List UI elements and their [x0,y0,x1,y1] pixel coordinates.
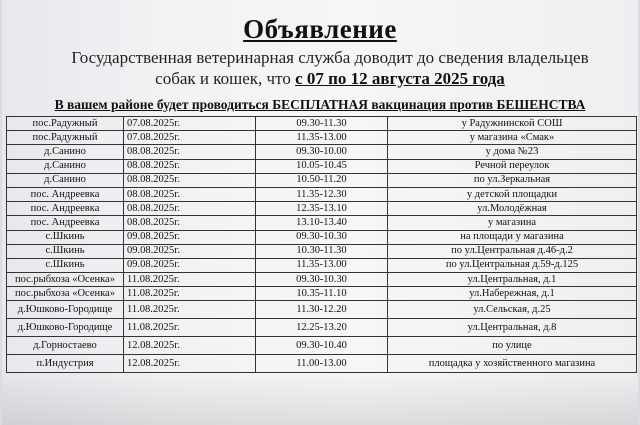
place-cell: д.Санино [7,173,124,187]
address-cell: ул.Молодёжная [388,202,637,216]
address-cell: ул.Набережная, д.1 [388,287,637,301]
address-cell: по ул.Зеркальная [388,173,637,187]
place-cell: с.Шкинь [7,258,124,272]
time-cell: 10.50-11.20 [256,173,388,187]
place-cell: пос.рыбхоза «Осенка» [7,273,124,287]
time-cell: 13.10-13.40 [256,216,388,230]
page-title: Объявление [243,14,397,44]
table-row [7,173,637,187]
table-row [7,337,637,355]
date-cell: 09.08.2025г. [124,258,256,272]
place-cell: д.Юшково-Городище [7,301,124,319]
time-cell: 12.35-13.10 [256,202,388,216]
intro-text: Государственная ветеринарная служба доводит до сведения владельцев собак и кошек, что [71,48,589,88]
place-cell: с.Шкинь [7,244,124,258]
table-row [7,117,637,131]
table-row [7,273,637,287]
address-cell: у магазина [388,216,637,230]
address-cell: у Радужнинской СОШ [388,117,637,131]
place-cell: пос.рыбхоза «Осенка» [7,287,124,301]
place-cell: д.Санино [7,159,124,173]
address-cell: у детской площадки [388,187,637,201]
date-cell: 11.08.2025г. [124,287,256,301]
table-row [7,202,637,216]
date-cell: 11.08.2025г. [124,301,256,319]
table-row [7,159,637,173]
time-cell: 09.30-10.30 [256,230,388,244]
vaccination-subheading: В вашем районе будет проводиться БЕСПЛАТНАЯ вакцинация против БЕШЕНСТВА [54,97,586,112]
address-cell: площадка у хозяйственного магазина [388,355,637,373]
date-cell: 11.08.2025г. [124,273,256,287]
address-cell: по улице [388,337,637,355]
date-cell: 09.08.2025г. [124,230,256,244]
address-cell: у дома №23 [388,145,637,159]
table-row [7,187,637,201]
place-cell: д.Юшково-Городище [7,319,124,337]
table-row [7,230,637,244]
date-cell: 11.08.2025г. [124,319,256,337]
place-cell: д.Санино [7,145,124,159]
date-cell: 08.08.2025г. [124,202,256,216]
date-cell: 08.08.2025г. [124,159,256,173]
address-cell: по ул.Центральная д.59-д.125 [388,258,637,272]
date-cell: 12.08.2025г. [124,355,256,373]
date-cell: 08.08.2025г. [124,187,256,201]
address-cell: Речной переулок [388,159,637,173]
place-cell: пос.Радужный [7,131,124,145]
address-cell: ул.Сельская, д.25 [388,301,637,319]
table-row [7,287,637,301]
intro-paragraph [60,47,600,89]
date-cell: 08.08.2025г. [124,173,256,187]
place-cell: пос. Андреевка [7,202,124,216]
table-row [7,145,637,159]
address-cell: у магазина «Смак» [388,131,637,145]
time-cell: 11.30-12.20 [256,301,388,319]
table-row [7,319,637,337]
time-cell: 11.35-13.00 [256,131,388,145]
table-row [7,301,637,319]
place-cell: пос.Радужный [7,117,124,131]
time-cell: 09.30-10.30 [256,273,388,287]
table-row [7,131,637,145]
date-cell: 08.08.2025г. [124,216,256,230]
place-cell: д.Горностаево [7,337,124,355]
date-cell: 08.08.2025г. [124,145,256,159]
address-cell: ул.Центральная, д.1 [388,273,637,287]
date-cell: 07.08.2025г. [124,117,256,131]
time-cell: 10.35-11.10 [256,287,388,301]
time-cell: 09.30-10.40 [256,337,388,355]
place-cell: пос. Андреевка [7,216,124,230]
address-cell: ул.Центральная, д.8 [388,319,637,337]
intro-dates: с 07 по 12 августа 2025 года [295,69,505,88]
time-cell: 09.30-11.30 [256,117,388,131]
date-cell: 09.08.2025г. [124,244,256,258]
place-cell: пос. Андреевка [7,187,124,201]
time-cell: 11.35-13.00 [256,258,388,272]
time-cell: 11.00-13.00 [256,355,388,373]
place-cell: с.Шкинь [7,230,124,244]
table-row [7,244,637,258]
address-cell: на площади у магазина [388,230,637,244]
table-row [7,355,637,373]
table-row [7,258,637,272]
time-cell: 10.30-11.30 [256,244,388,258]
date-cell: 12.08.2025г. [124,337,256,355]
place-cell: п.Индустрия [7,355,124,373]
address-cell: по ул.Центральная д.46-д.2 [388,244,637,258]
table-row [7,216,637,230]
time-cell: 10.05-10.45 [256,159,388,173]
vaccination-schedule-table [6,116,637,373]
time-cell: 09.30-10.00 [256,145,388,159]
paper-shadow [2,370,638,425]
time-cell: 11.35-12.30 [256,187,388,201]
date-cell: 07.08.2025г. [124,131,256,145]
time-cell: 12.25-13.20 [256,319,388,337]
